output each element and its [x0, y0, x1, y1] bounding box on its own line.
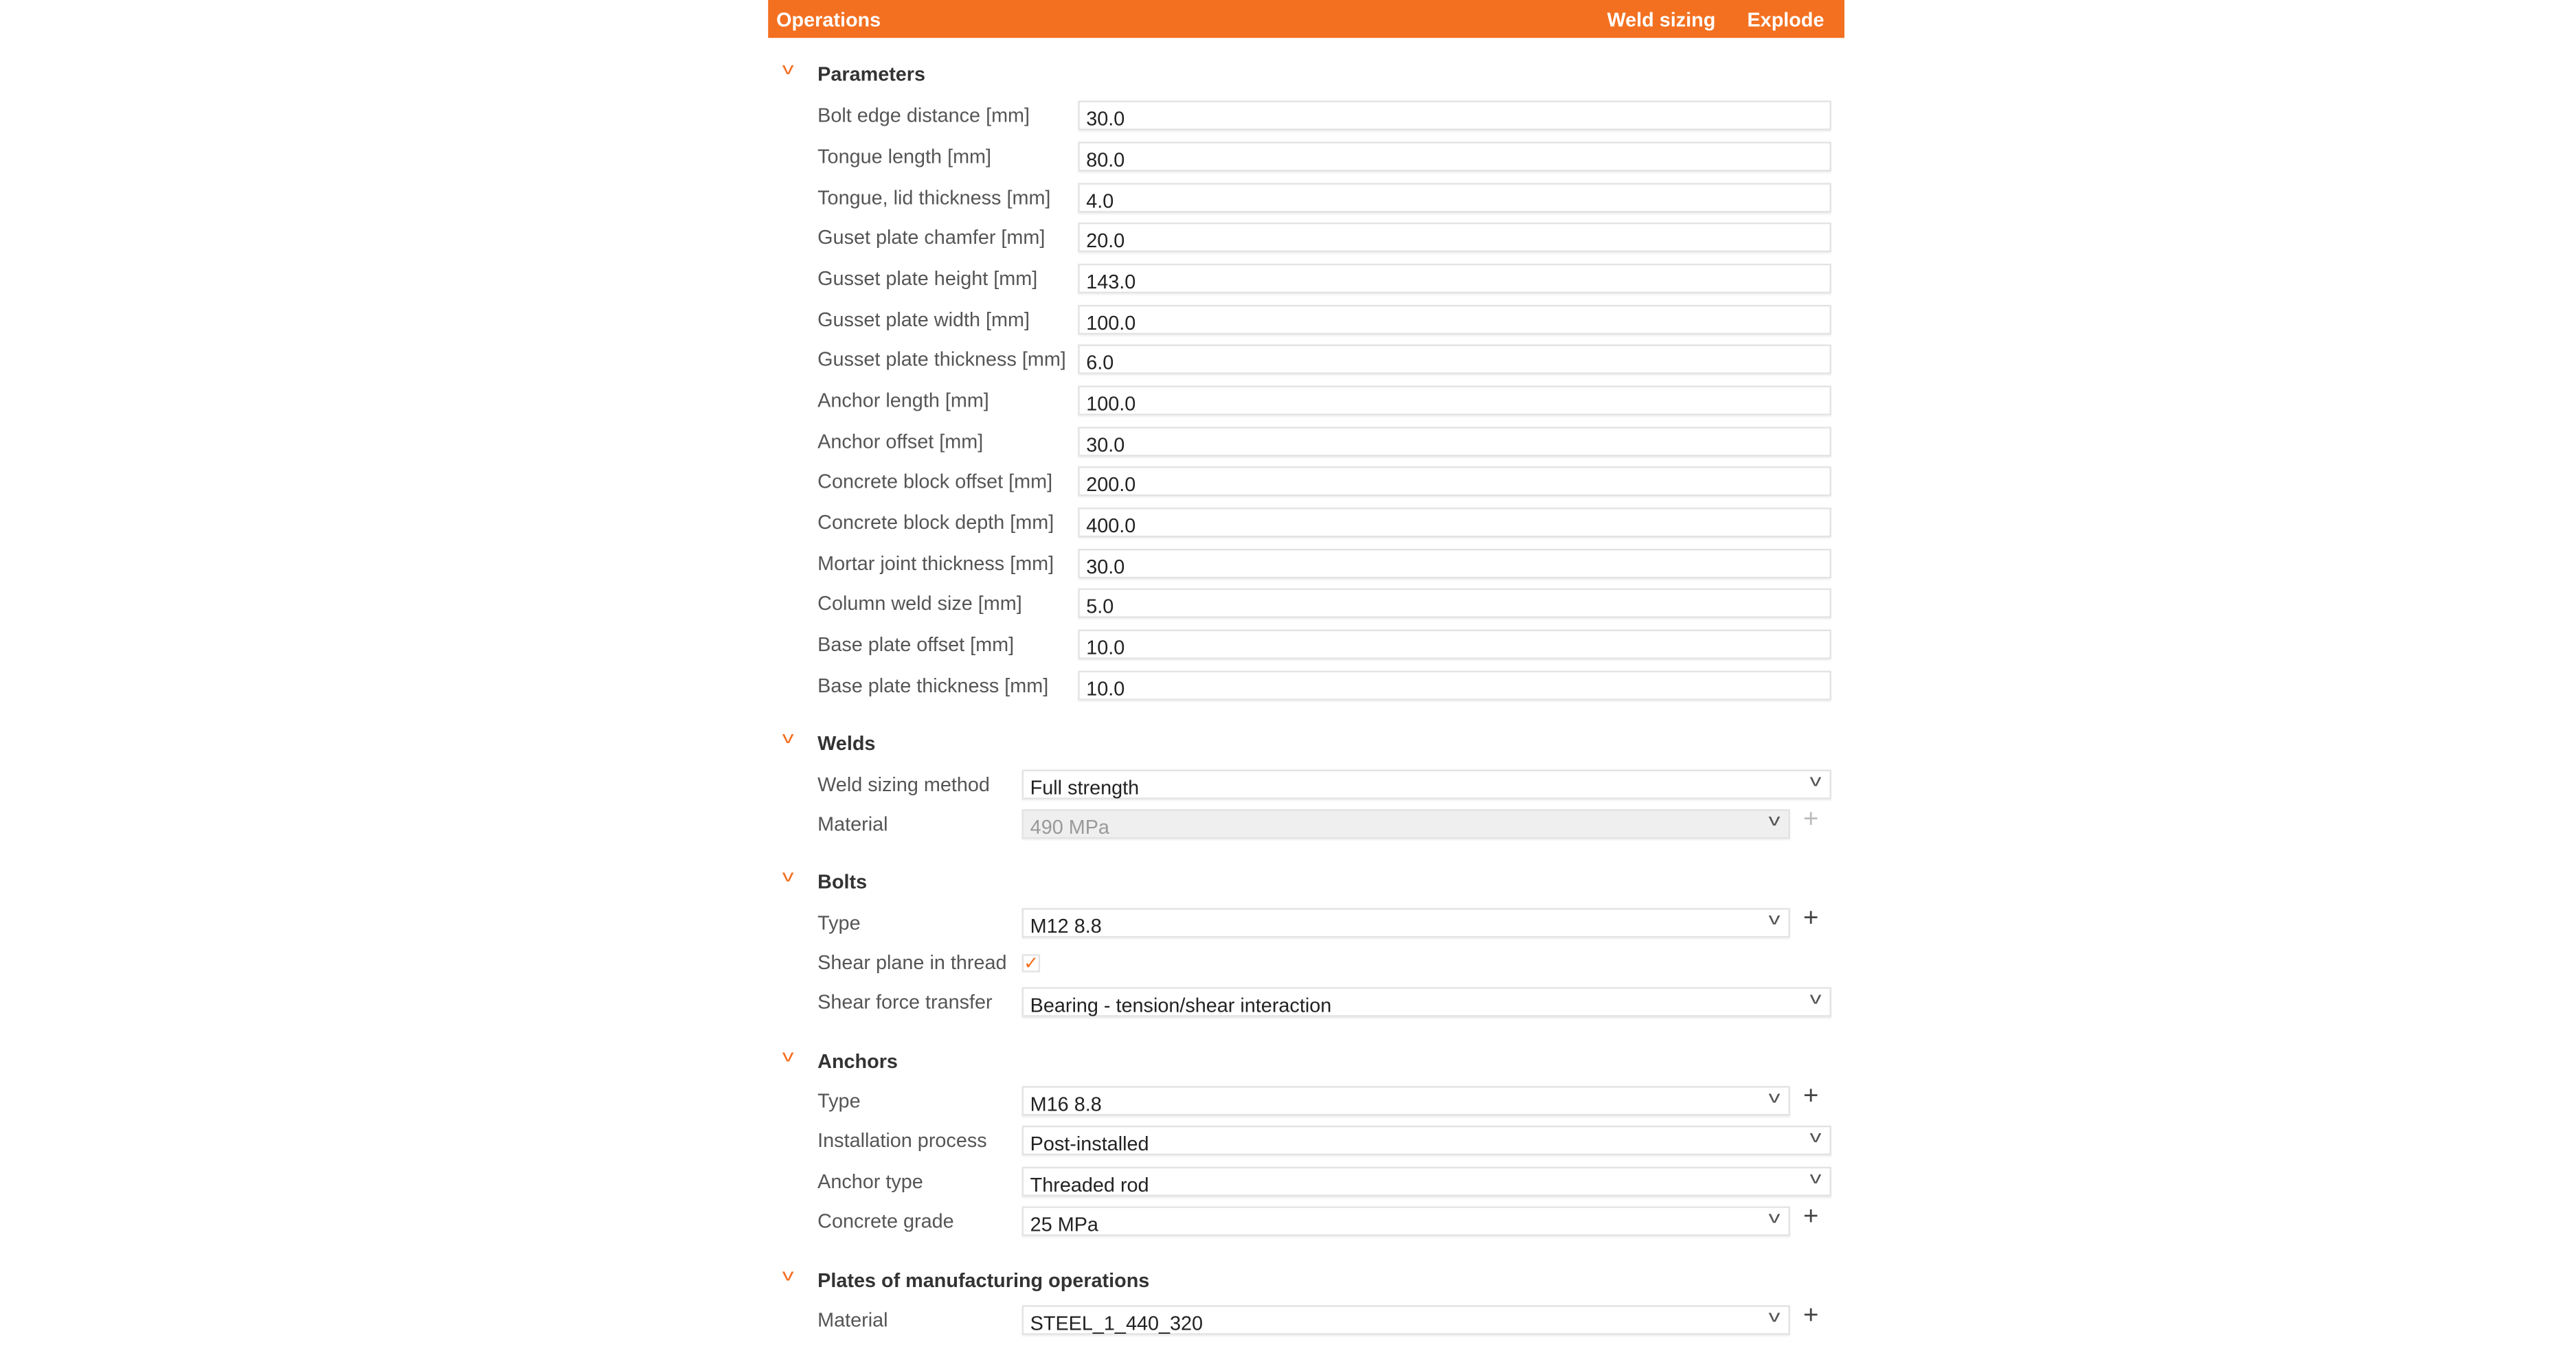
number-input[interactable]: [1078, 427, 1831, 456]
field-label: Tongue length [mm]: [817, 145, 992, 168]
number-input[interactable]: [1078, 141, 1831, 171]
field-label: Bolt edge distance [mm]: [817, 104, 1030, 127]
field-label: Gusset plate width [mm]: [817, 308, 1030, 332]
plus-icon[interactable]: +: [1803, 1301, 1819, 1330]
number-input[interactable]: [1078, 671, 1831, 701]
field-value: M16 8.8: [1030, 1092, 1102, 1116]
field-value: 80.0: [1086, 148, 1125, 172]
number-input[interactable]: [1078, 100, 1831, 130]
field-label: Base plate thickness [mm]: [817, 674, 1049, 697]
field-value: 100.0: [1086, 311, 1136, 335]
field-value: Threaded rod: [1030, 1173, 1149, 1197]
field-label: Concrete grade: [817, 1209, 954, 1233]
number-input[interactable]: [1078, 223, 1831, 252]
field-label: Anchor length [mm]: [817, 389, 989, 412]
number-input[interactable]: [1078, 508, 1831, 537]
operations-header: [768, 0, 1844, 38]
number-input[interactable]: [1078, 183, 1831, 212]
field-label: Installation process: [817, 1128, 987, 1152]
shear-plane-checkbox[interactable]: ✓: [1022, 954, 1040, 972]
section-title: Parameters: [817, 62, 926, 86]
number-input[interactable]: [1078, 305, 1831, 334]
chevron-down-icon[interactable]: v: [1768, 1089, 1781, 1108]
select-field[interactable]: [1022, 1126, 1831, 1155]
field-label: Weld sizing method: [817, 773, 990, 796]
chevron-down-icon[interactable]: v: [782, 60, 794, 80]
field-value: Full strength: [1030, 776, 1140, 799]
field-label: Type: [817, 911, 861, 935]
field-label: Material: [817, 1308, 888, 1332]
chevron-down-icon[interactable]: v: [1768, 1209, 1781, 1228]
explode-button[interactable]: Explode: [1747, 8, 1824, 32]
plus-icon[interactable]: +: [1803, 806, 1819, 834]
field-value: STEEL_1_440_320: [1030, 1312, 1204, 1335]
field-value: M12 8.8: [1030, 914, 1102, 938]
select-field[interactable]: [1022, 987, 1831, 1016]
field-value: 25 MPa: [1030, 1213, 1098, 1236]
field-value: 30.0: [1086, 106, 1125, 130]
chevron-down-icon[interactable]: v: [1809, 1128, 1822, 1148]
chevron-down-icon[interactable]: v: [782, 868, 794, 887]
field-value: 143.0: [1086, 270, 1136, 294]
field-value: 30.0: [1086, 433, 1125, 457]
number-input[interactable]: [1078, 385, 1831, 415]
field-label: Column weld size [mm]: [817, 591, 1022, 615]
chevron-down-icon[interactable]: v: [1809, 990, 1822, 1009]
weld-sizing-button[interactable]: Weld sizing: [1607, 8, 1716, 32]
section-title: Welds: [817, 731, 876, 755]
select-field[interactable]: [1022, 1305, 1790, 1334]
chevron-down-icon[interactable]: v: [782, 1267, 794, 1286]
field-label: Material: [817, 812, 888, 836]
select-field[interactable]: [1022, 1206, 1790, 1236]
plus-icon[interactable]: +: [1803, 1203, 1819, 1231]
field-value: 4.0: [1086, 189, 1114, 213]
field-value: 100.0: [1086, 392, 1136, 416]
chevron-down-icon[interactable]: v: [782, 729, 794, 749]
field-value: Post-installed: [1030, 1132, 1149, 1156]
select-field[interactable]: [1022, 908, 1790, 937]
field-value: 20.0: [1086, 229, 1125, 253]
field-value: 6.0: [1086, 351, 1114, 374]
chevron-down-icon[interactable]: v: [1768, 812, 1781, 831]
plus-icon[interactable]: +: [1803, 1082, 1819, 1111]
field-label: Tongue, lid thickness [mm]: [817, 186, 1051, 209]
section-title: Plates of manufacturing operations: [817, 1269, 1150, 1293]
field-label: Anchor offset [mm]: [817, 430, 984, 453]
chevron-down-icon[interactable]: v: [782, 1048, 794, 1067]
chevron-down-icon[interactable]: v: [1768, 1308, 1781, 1327]
select-field[interactable]: [1022, 770, 1831, 799]
field-value: 200.0: [1086, 473, 1136, 497]
field-label: Shear force transfer: [817, 990, 993, 1014]
field-label: Type: [817, 1089, 861, 1113]
field-label: Guset plate chamfer [mm]: [817, 225, 1046, 249]
field-value: 10.0: [1086, 677, 1125, 701]
field-label: Anchor type: [817, 1170, 923, 1194]
field-label: Concrete block offset [mm]: [817, 469, 1053, 493]
select-field[interactable]: [1022, 1086, 1790, 1115]
field-value: Bearing - tension/shear interaction: [1030, 993, 1332, 1017]
select-field[interactable]: [1022, 1167, 1831, 1196]
number-input[interactable]: [1078, 344, 1831, 374]
chevron-down-icon[interactable]: v: [1809, 773, 1822, 791]
number-input[interactable]: [1078, 589, 1831, 618]
field-label: Concrete block depth [mm]: [817, 510, 1054, 534]
section-title: Bolts: [817, 869, 868, 894]
field-value: 10.0: [1086, 636, 1125, 659]
field-label: Mortar joint thickness [mm]: [817, 552, 1054, 576]
number-input[interactable]: [1078, 549, 1831, 578]
field-label: Gusset plate thickness [mm]: [817, 348, 1066, 371]
chevron-down-icon[interactable]: v: [1809, 1170, 1822, 1189]
field-value: 5.0: [1086, 595, 1114, 618]
field-label: Base plate offset [mm]: [817, 633, 1015, 657]
number-input[interactable]: [1078, 630, 1831, 659]
number-input[interactable]: [1078, 466, 1831, 496]
select-field[interactable]: [1022, 809, 1790, 839]
operations-title: Operations: [776, 8, 881, 32]
field-value: 490 MPa: [1030, 815, 1109, 839]
chevron-down-icon[interactable]: v: [1768, 911, 1781, 930]
field-value: 400.0: [1086, 514, 1136, 538]
field-label: Shear plane in thread: [817, 951, 1007, 975]
field-value: 30.0: [1086, 555, 1125, 579]
number-input[interactable]: [1078, 264, 1831, 293]
field-label: Gusset plate height [mm]: [817, 266, 1038, 291]
section-title: Anchors: [817, 1049, 898, 1073]
plus-icon[interactable]: +: [1803, 905, 1819, 933]
